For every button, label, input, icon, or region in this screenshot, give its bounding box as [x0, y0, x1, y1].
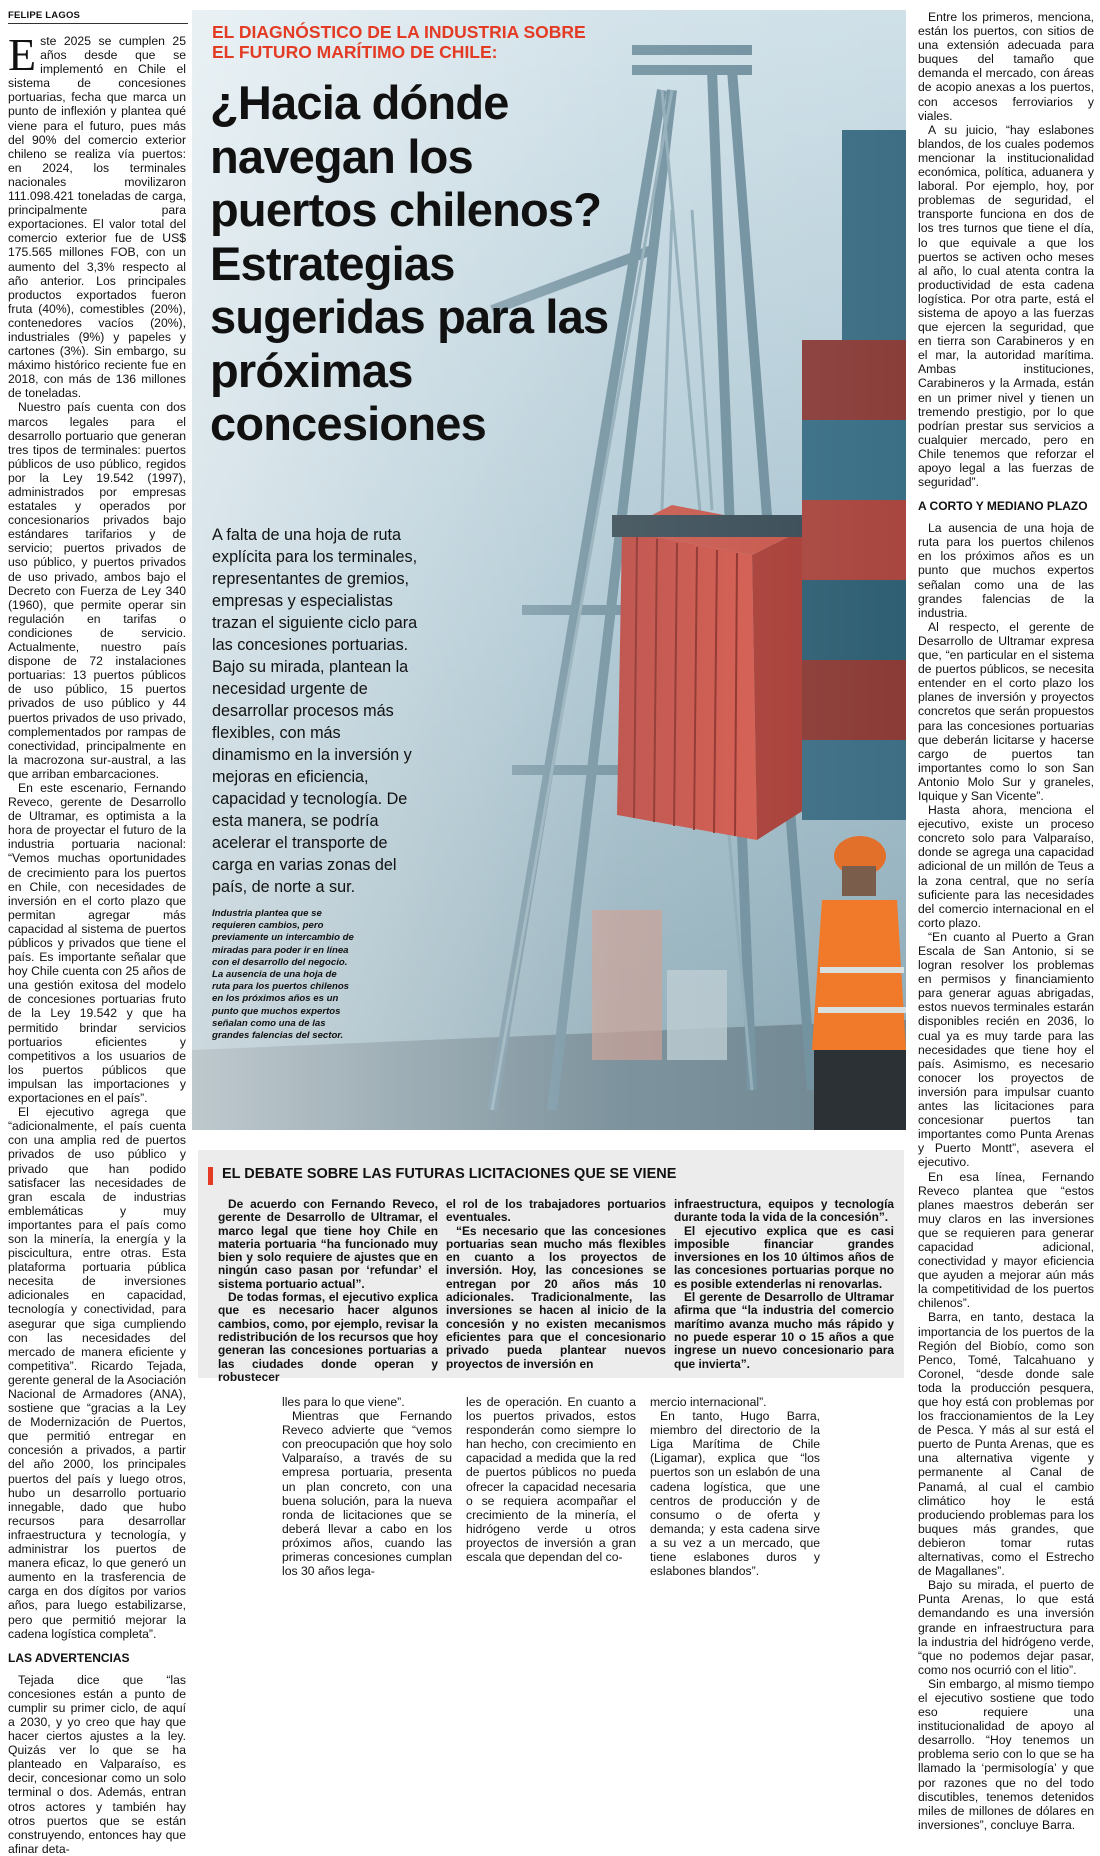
bottom-paragraph: Mientras que Fernando Reveco advierte que “vemos con preocupación que hoy solo Valparaíso, a través de su empresa portuaria, presenta un plan concreto, con una buena solución, para la nueva ronda de licitaciones que se deberá llevar a cabo en los próximos años, cuando las primeras concesiones cumplan los 30 años lega-: [282, 1409, 452, 1579]
box-column-3: [674, 1198, 894, 1371]
right-paragraph-7: En esa línea, Fernando Reveco plantea que “estos planes maestros deberán ser muy claros en las inversiones que se requieren para generar capacidad adicional, conectividad y mayor eficiencia que ayuden a mejorar aún más la competitividad de los puertos chilenos”.: [918, 1169, 1094, 1311]
right-paragraph-10: Sin embargo, al mismo tiempo el ejecutivo sostiene que todo eso requiere una institucionalidad de apoyo al desarrollo. “Hoy tenemos un problema serio con lo que se ha llamado la ‘permisología’ y que por razones que no del todo discutibles, tenemos detenidos miles de millones de dólares en inversiones”, concluye Barra.: [918, 1676, 1094, 1832]
right-paragraph-1: Entre los primeros, menciona, están los puertos, con sitios de una extensión adecuada para buques del tamaño que demanda el mercado, con áreas de acopio anexas a los puertos, con accesos ferroviarios y viales.: [918, 10, 1094, 123]
left-paragraph-2: Nuestro país cuenta con dos marcos legales para el desarrollo portuario que generan tres tipos de terminales: puertos públicos de uso público, regidos por la Ley 19.542 (1997), administrados por empresas estatales y operados por concesionarios privados bajo estándares tarifarios y de servicio; puertos privados de uso público, y puertos privados de uso privado, ambos bajo el Decreto con Fuerza de Ley 340 (1960), que permite operar sin regulación en tarifas o condiciones de servicio. Actualmente, nuestro país dispone de 72 instalaciones portuarias: 13 puertos públicos de uso público, 15 puertos privados de uso público y 44 puertos privados de uso privado, complementados por rampas de conectividad, principalmente en la macrozona sur-austral, a las que arriban embarcaciones.: [8, 400, 186, 781]
kicker: EL DIAGNÓSTICO DE LA INDUSTRIA SOBRE EL FUTURO MARÍTIMO DE CHILE:: [212, 22, 586, 62]
box-paragraph: De todas formas, el ejecutivo explica que es necesario hacer algunos cambios, como, por ejemplo, revisar la redistribución de los recursos que hoy generan las concesiones portuarias a las ciudades donde operan y robustecer: [218, 1290, 438, 1384]
bottom-paragraph: les de operación. En cuanto a los puertos privados, estos responderán como siempre lo han hecho, con crecimiento en capacidad a medida que la red de puertos públicos no pueda ofrecer la capacidad necesaria o se requiera acompañar el crecimiento de la minería, el hidrógeno verde u otros proyectos de inversión a gran escala que dependan del co-: [466, 1395, 636, 1565]
box-paragraph: De acuerdo con Fernando Reveco, gerente de Desarrollo de Ultramar, el marco legal que tiene hoy Chile en materia portuaria “ha funcionado muy bien y solo requiere de ajustes que en ningún caso pasan por ‘refundar’ el sistema portuario actual”.: [218, 1197, 438, 1291]
right-column: [918, 10, 1094, 1832]
bottom-paragraph: mercio internacional”.: [650, 1395, 767, 1409]
box-paragraph: el rol de los trabajadores portuarios eventuales.: [446, 1197, 666, 1225]
headline: ¿Hacia dónde navegan los puertos chilenos? Estrategias sugeridas para las próximas concesiones: [210, 76, 609, 450]
byline-rule: [8, 23, 188, 24]
subhead-corto-plazo: A CORTO Y MEDIANO PLAZO: [918, 499, 1088, 514]
photo-caption: Industria plantea que se requieren cambios, pero previamente un intercambio de miradas para poder ir en línea con el desarrollo del negocio. La ausencia de una hoja de ruta para los puertos chilenos en los próximos años es un punto que muchos expertos señalan como una de las grandes falencias del sector.: [212, 908, 354, 1042]
box-accent-bar: [208, 1167, 213, 1185]
box-paragraph: El ejecutivo explica que es casi imposible financiar grandes inversiones en los 10 últimos años de las concesiones portuarias porque no es posible extenderlas ni renovarlas.: [674, 1223, 894, 1291]
dropcap: E: [8, 29, 37, 80]
left-paragraph-5: Tejada dice que “las concesiones están a punto de cumplir su primer ciclo, de aquí a 2030, y yo creo que hay que hacer ciertos ajustes a la ley. Quizás ver lo que se ha planteado en Valparaíso, es decir, concesionar como un solo terminal o dos. Además, entran otros actores y también hay otros puertos que se están construyendo, entonces hay que afinar deta-: [8, 1672, 186, 1856]
right-paragraph-9: Bajo su mirada, el puerto de Punta Arenas, lo que está demandando es una inversión grande en infraestructura para la industria del hidrógeno verde, “que no podemos dejar pasar, como nos ocurrió con el litio”.: [918, 1578, 1094, 1677]
right-paragraph-3: La ausencia de una hoja de ruta para los puertos chilenos en los próximos años es un punto que muchos expertos señalan como una de las grandes falencias de la industria.: [918, 521, 1094, 620]
bottom-paragraph: En tanto, Hugo Barra, miembro del directorio de la Liga Marítima de Chile (Ligamar), explica que “los puertos son un eslabón de una cadena logística, que une centros de producción y de consumo o de oferta y demanda; y esta cadena sirve a su vez a un mercado, que tiene eslabones duros y eslabones blandos”.: [650, 1409, 820, 1579]
box-paragraph: El gerente de Desarrollo de Ultramar afirma que “la industria del comercio marítimo avanza mucho más rápido y no puede esperar 10 o 15 años a que ingrese un nuevo concesionario para que invierta”.: [674, 1290, 894, 1371]
right-paragraph-5: Hasta ahora, menciona el ejecutivo, existe un proceso concreto solo para Valparaíso, donde se agrega una capacidad adicional de un millón de Teus a la zona central, que no sería suficiente para las necesidades del comercio internacional en el corto plazo.: [918, 803, 1094, 930]
bottom-column-2: [466, 1395, 636, 1565]
bottom-paragraph: lles para lo que viene”.: [282, 1395, 405, 1409]
right-paragraph-4: Al respecto, el gerente de Desarrollo de Ultramar expresa que, “en particular en el sistema de puertos públicos, se necesita entender en el corto plazo los planes de inversión y proyectos concretos que serán propuestos para las concesiones portuarias que deberán licitarse y hacerse cargo de puertos tan importantes como lo son San Antonio Molo Sur y graneles, Iquique y San Vicente”.: [918, 619, 1094, 803]
right-paragraph-8: Barra, en tanto, destaca la importancia de los puertos de la Región del Biobío, como son Penco, Tomé, Talcahuano y Coronel, “desde donde sale toda la producción pesquera, que hoy está con problemas por los fraccionamientos de la Ley de Pesca. Y más al sur está el puerto de Punta Arenas, que es una alternativa vigente y permanente al Canal de Panamá, al cual el cambio climático hoy le está produciendo problemas para los buques más grandes, que debieron tomar rutas alternativas, como el Estrecho de Magallanes”.: [918, 1310, 1094, 1579]
deck: A falta de una hoja de ruta explícita para los terminales, representantes de gremios, empresas y especialistas trazan el siguiente ciclo para las concesiones portuarias. Bajo su mirada, plantean la necesidad urgente de desarrollar procesos más flexibles, con más dinamismo en la inversión y mejoras en eficiencia, capacidad y tecnología. De esta manera, se podría acelerar el transporte de carga en varias zonas del país, de norte a sur.: [212, 526, 418, 896]
byline: FELIPE LAGOS: [8, 10, 81, 21]
left-column: [8, 29, 186, 1856]
box-column-1: [218, 1198, 438, 1384]
box-paragraph: infraestructura, equipos y tecnología durante toda la vida de la concesión”.: [674, 1197, 894, 1225]
left-paragraph-4: El ejecutivo agrega que “adicionalmente, el país cuenta con una amplia red de puertos privados de uso público y privado que han podido satisfacer las necesidades de gran escala de industrias emblemáticas y muy importantes para el país como son la minería, la energía y la piscicultura, entre otras. Esta plataforma portuaria pública necesita de inversiones adicionales en capacidad, tecnología y conectividad, para asegurar que siga cumpliendo con las necesidades del mercado de manera eficiente y competitiva”. Ricardo Tejada, gerente general de la Asociación Nacional de Armadores (ANA), sostiene que “gracias a la Ley de Modernización de Puertos, que permitió entregar en concesión a privados, a partir del año 2000, los principales puertos del país y luego otros, hubo un desarrollo portuario innegable, dado que hubo recursos para desarrollar infraestructura y tecnología, y administrar los puertos de manera eficaz, lo que generó un aumento en la trasferencia de carga en dos dígitos por varios años, para luego estabilizarse, pero que permitió mejorar la cadena logística completa”.: [8, 1105, 186, 1641]
left-paragraph-3: En este escenario, Fernando Reveco, gerente de Desarrollo de Ultramar, es optimista a la hora de proyectar el futuro de la industria portuaria nacional: “Vemos muchas oportunidades de crecimiento para los puertos en Chile, con necesidades de inversión en el corto plazo que permitan agregar más capacidad al sistema de puertos públicos y privados que tiene el país. Es importante señalar que hoy Chile cuenta con 25 años de una gestión exitosa del modelo de concesiones portuarias fruto de la Ley 19.542 y que ha permitido brindar servicios portuarios eficientes y competitivos a los usuarios de los puertos públicos que impulsan las importaciones y exportaciones en el país”.: [8, 780, 186, 1106]
box-paragraph: “Es necesario que las concesiones portuarias sean mucho más flexibles en cuanto a los proyectos de inversión. Hoy, las concesiones se entregan por 20 años más 10 adicionales. Tradicionalmente, las inversiones se hacen al inicio de la concesión y no existen mecanismos eficientes para que el concesionario privado pueda plantear nuevos proyectos de inversión en: [446, 1223, 666, 1371]
left-paragraph-1: Este 2025 se cumplen 25 años desde que se implementó en Chile el sistema de concesiones portuarias, fecha que marca un punto de inflexión y plantea qué viene para el futuro, pues más del 90% del comercio exterior chileno se realiza vía puertos: en 2024, los terminales nacionales movilizaron 111.098.421 toneladas de carga, principalmente para exportaciones. El valor total del comercio exterior fue de US$ 175.565 millones FOB, con un aumento del 3,3% respecto al año anterior. Los principales productos exportados fueron fruta (40%), comestibles (20%), contenedores vacíos (20%), industriales (9%) y papeles y cartones (3%). Sin embargo, su máximo histórico reciente fue en 2018, con más de 136 millones de toneladas.: [8, 29, 186, 401]
bottom-column-3: [650, 1395, 820, 1579]
subhead-advertencias: LAS ADVERTENCIAS: [8, 1650, 130, 1665]
right-paragraph-2: A su juicio, “hay eslabones blandos, de los cuales podemos mencionar la institucionalidad económica, política, aduanera y laboral. Por ejemplo, hoy, por problemas de seguridad, el transporte funciona en dos de los tres turnos que tiene el día, lo que equivale a que los puertos se activen ocho meses al año, lo cual atenta contra la productividad de esta cadena logística. Por otra parte, está el sistema de apoyo a las fuerzas que ejercen la seguridad, que en tierra son Carabineros y en el mar, la autoridad marítima. Ambas instituciones, Carabineros y la Armada, están en un primer nivel y tienen un tremendo prestigio, por lo que podrían prestar sus servicios a cualquier mercado, pero en Chile tenemos que reforzar el apoyo legal a las fuerzas de seguridad”.: [918, 122, 1094, 490]
box-title: EL DEBATE SOBRE LAS FUTURAS LICITACIONES QUE SE VIENE: [222, 1166, 677, 1182]
box-column-2: [446, 1198, 666, 1371]
bottom-column-1: [282, 1395, 452, 1579]
right-paragraph-6: “En cuanto al Puerto a Gran Escala de San Antonio, si se logran resolver los problemas en permisos y financiamiento para generar aguas abrigadas, estos nuevos terminales estarán disponibles recién en 2036, lo cual ya es muy tarde para las necesidades que tiene hoy el país. Asimismo, es necesario conocer los proyectos de inversión para impulsar cuanto antes las licitaciones para concesionar puertos tan importantes como Punta Arenas y Puerto Montt”, asevera el ejecutivo.: [918, 929, 1094, 1170]
